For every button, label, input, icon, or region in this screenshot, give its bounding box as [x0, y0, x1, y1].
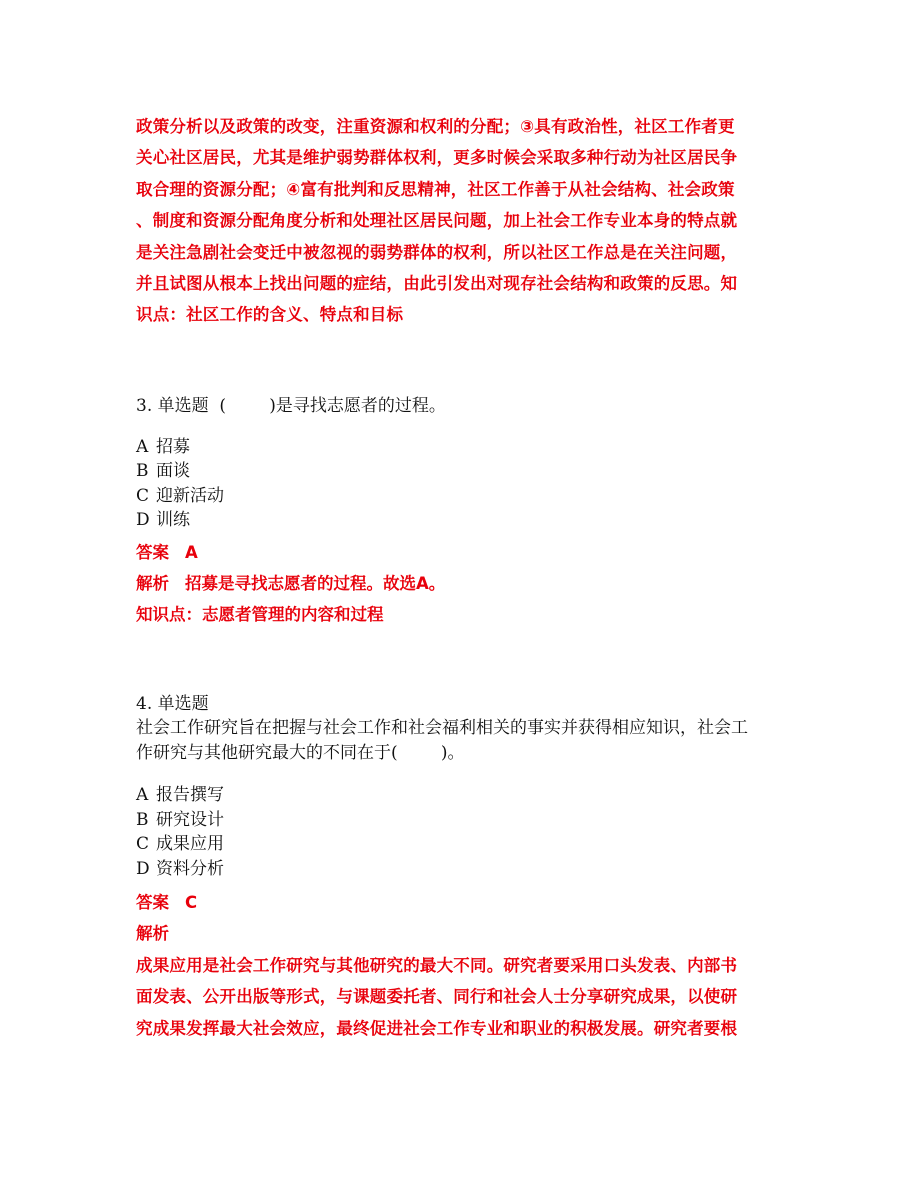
explanation-line: 是关注急剧社会变迁中被忽视的弱势群体的权利，所以社区工作总是在关注问题，: [136, 242, 738, 262]
analysis-line: 究成果发挥最大社会效应，最终促进社会工作专业和职业的积极发展。研究者要根: [136, 1018, 738, 1038]
option-letter: C: [136, 486, 150, 506]
answer-label: 答案: [136, 543, 169, 562]
option-text: 资料分析: [156, 859, 224, 879]
question-4-stem-line: 作研究与其他研究最大的不同在于( )。: [136, 743, 465, 763]
explanation-line: 关心社区居民，尤其是维护弱势群体权利，更多时候会采取多种行动为社区居民争: [136, 148, 738, 168]
analysis-text: 招募是寻找志愿者的过程。故选A。: [185, 574, 446, 593]
option-letter: D: [136, 510, 150, 530]
option-text: 迎新活动: [156, 486, 224, 506]
question-4-analysis: [136, 950, 786, 1044]
option-text: 成果应用: [156, 834, 224, 854]
option-letter: A: [136, 437, 149, 457]
option-text: 训练: [156, 510, 190, 530]
question-4-option-a: [136, 783, 224, 807]
question-4-answer: [136, 889, 197, 913]
option-text: 报告撰写: [156, 785, 224, 805]
option-letter: B: [136, 461, 149, 481]
explanation-line: 并且试图从根本上找出问题的症结，由此引发出对现存社会结构和政策的反思。知: [136, 274, 738, 294]
option-letter: D: [136, 859, 150, 879]
question-3-option-b: [136, 459, 190, 483]
analysis-line: 面发表、公开出版等形式，与课题委托者、同行和社会人士分享研究成果，以使研: [136, 987, 738, 1007]
explanation-line: 政策分析以及政策的改变，注重资源和权利的分配；③具有政治性，社区工作者更: [136, 117, 735, 136]
question-3-answer: [136, 539, 198, 563]
question-4-option-c: [136, 832, 224, 856]
option-text: 招募: [156, 437, 190, 457]
explanation-line: 取合理的资源分配；④富有批判和反思精神，社区工作善于从社会结构、社会政策: [136, 179, 735, 199]
question-4-option-b: [136, 808, 224, 832]
prior-explanation: [136, 111, 786, 331]
analysis-label: 解析: [136, 574, 169, 593]
question-4-option-d: [136, 857, 224, 881]
question-4-header: 4. 单选题: [136, 694, 209, 714]
question-3-option-a: [136, 435, 190, 459]
option-text: 研究设计: [156, 810, 224, 830]
analysis-line: 成果应用是社会工作研究与其他研究的最大不同。研究者要采用口头发表、内部书: [136, 956, 738, 975]
explanation-line: 识点：社区工作的含义、特点和目标: [136, 305, 404, 325]
question-3-knowledge-point: 知识点：志愿者管理的内容和过程: [136, 605, 384, 624]
question-3-option-d: [136, 508, 190, 532]
option-letter: B: [136, 810, 149, 830]
answer-value: C: [185, 893, 198, 912]
question-4-analysis-label: 解析: [136, 924, 169, 943]
option-letter: C: [136, 834, 150, 854]
question-3-option-c: [136, 484, 224, 508]
question-3-header: 3. 单选题 ( )是寻找志愿者的过程。: [136, 396, 446, 416]
answer-value: A: [185, 543, 198, 562]
option-letter: A: [136, 785, 149, 805]
question-4-stem-line: 社会工作研究旨在把握与社会工作和社会福利相关的事实并获得相应知识，社会工: [136, 718, 748, 738]
answer-label: 答案: [136, 893, 169, 912]
question-3-analysis: [136, 570, 445, 594]
option-text: 面谈: [156, 461, 190, 481]
explanation-line: 、制度和资源分配角度分析和处理社区居民问题，加上社会工作专业本身的特点就: [136, 211, 738, 231]
